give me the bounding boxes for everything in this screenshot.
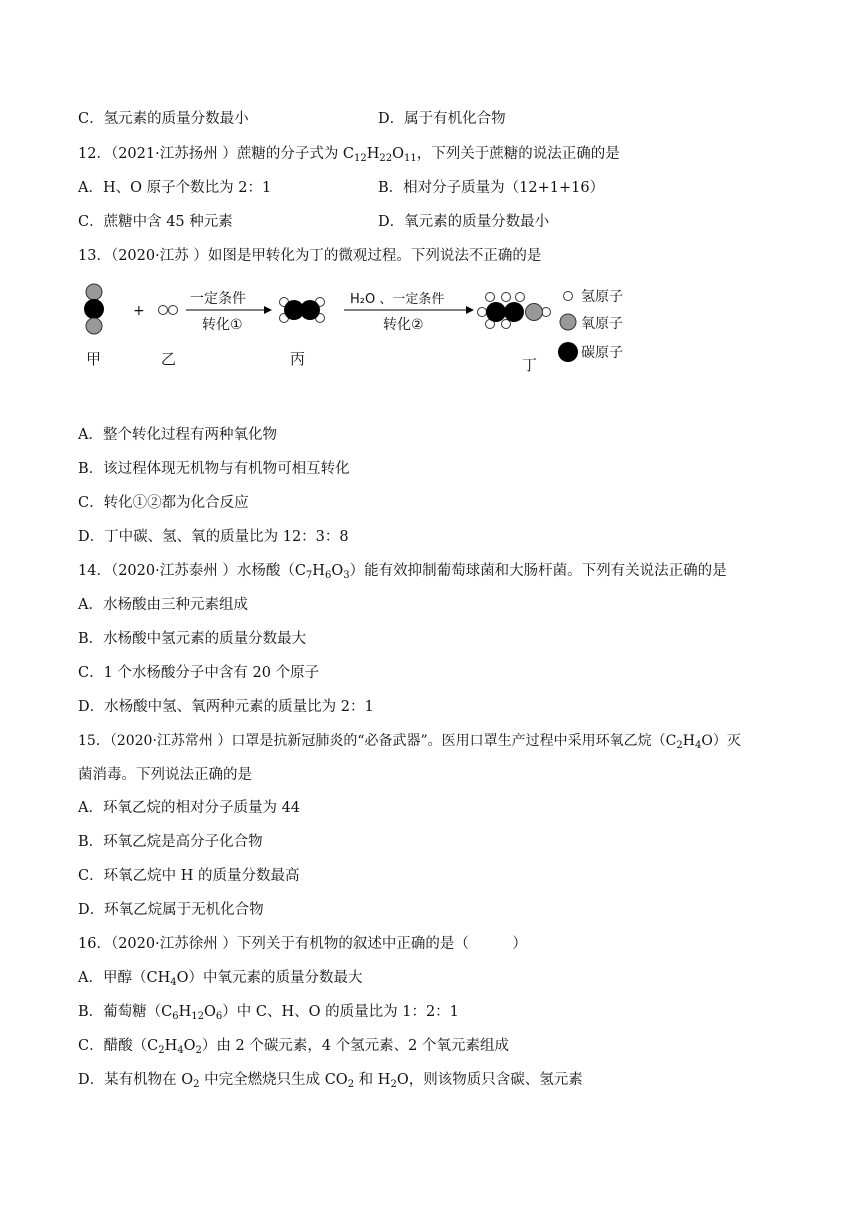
q13-option-a: A．整个转化过程有两种氧化物 — [78, 427, 277, 443]
legend-hydrogen: 氢原子 — [581, 289, 623, 305]
q12-option-c: C．蔗糖中含 45 种元素 — [78, 214, 233, 230]
q15-option-d: D．环氧乙烷属于无机化合物 — [78, 902, 264, 918]
molecule-ding-icon — [478, 293, 551, 329]
q14-stem: 14．（2020·江苏泰州 ）水杨酸$(C_7H_6O_3)$能有效抑制葡萄球菌和大肠杆菌。下列有关说法正确的是 — [78, 563, 727, 581]
q12-stem: 12．（2021·江苏扬州 ）蔗糖的分子式为 $C_{12}H_{22}O_{11}$，下列关于蔗糖的说法正确的是 — [78, 146, 620, 164]
q16-option-a: A．甲醇$(CH_4O)$中氧元素的质量分数最大 — [78, 970, 363, 988]
arrow2-head-icon — [466, 306, 474, 314]
q14-option-a: A．水杨酸由三种元素组成 — [78, 597, 248, 613]
q16-option-b: B．葡萄糖$(C_6H_{12}O_6)$中 C、H、O 的质量比为 1：2：1 — [78, 1004, 459, 1022]
q11-option-c: C．氢元素的质量分数最小 — [78, 111, 249, 127]
q13-option-b: B．该过程体现无机物与有机物可相互转化 — [78, 461, 350, 477]
q11-option-d: D．属于有机化合物 — [378, 111, 506, 127]
molecule-bing-icon — [280, 298, 325, 323]
arrow2-label: 转化② — [383, 317, 424, 333]
q14-option-b: B．水杨酸中氢元素的质量分数最大 — [78, 631, 307, 647]
arrow2-condition: H₂O 、一定条件 — [350, 292, 445, 307]
q15-option-c: C．环氧乙烷中 H 的质量分数最高 — [78, 868, 300, 884]
legend-oxygen: 氧原子 — [581, 316, 623, 332]
arrow1-head-icon — [264, 306, 272, 314]
legend-carbon: 碳原子 — [581, 345, 623, 361]
oxygen-atom-icon — [560, 314, 576, 330]
label-yi: 乙 — [161, 350, 177, 368]
q13-reaction-diagram — [78, 282, 648, 382]
hydrogen-atom-icon — [564, 292, 573, 301]
q13-option-d: D．丁中碳、氢、氧的质量比为 12：3：8 — [78, 529, 349, 545]
label-ding: 丁 — [522, 356, 538, 374]
q15-stem: 15．（2020·江苏常州 ）口罩是抗新冠肺炎的“必备武器”。医用口罩生产过程中采用环氧乙烷$(C_2H_4O)$灭 — [78, 733, 741, 751]
q14-option-c: C．1 个水杨酸分子中含有 20 个原子 — [78, 665, 320, 681]
q12-option-d: D．氧元素的质量分数最小 — [378, 214, 550, 230]
q15-option-b: B．环氧乙烷是高分子化合物 — [78, 834, 263, 850]
q16-stem: 16．（2020·江苏徐州 ）下列关于有机物的叙述中正确的是（ ） — [78, 936, 527, 952]
q16-option-d: D．某有机物在 $O_2$ 中完全燃烧只生成 $CO_2$ 和 $H_2O$，则该物质只含碳、氢元素 — [78, 1072, 583, 1090]
q14-option-d: D．水杨酸中氢、氧两种元素的质量比为 2：1 — [78, 699, 374, 715]
label-jia: 甲 — [86, 350, 102, 368]
plus-sign: + — [133, 303, 145, 319]
q13-stem: 13．（2020·江苏 ）如图是甲转化为丁的微观过程。下列说法不正确的是 — [78, 248, 542, 264]
arrow1-label: 转化① — [202, 317, 243, 333]
legend — [558, 289, 623, 362]
carbon-atom-icon — [558, 342, 578, 362]
label-bing: 丙 — [290, 350, 306, 368]
q15-option-a: A．环氧乙烷的相对分子质量为 44 — [78, 800, 301, 816]
q16-option-c: C．醋酸$(C_2H_4O_2)$由 2 个碳元素，4 个氢元素、2 个氧元素组成 — [78, 1038, 509, 1056]
molecule-jia-icon — [84, 284, 104, 334]
q12-option-a: A．H、O 原子个数比为 2：1 — [78, 180, 272, 196]
q15-stem-line2: 菌消毒。下列说法正确的是 — [78, 767, 252, 783]
arrow1-condition: 一定条件 — [190, 291, 246, 307]
q12-option-b: B．相对分子质量为（12+1+16） — [378, 180, 605, 196]
molecule-yi-icon — [159, 306, 178, 315]
q13-option-c: C．转化①②都为化合反应 — [78, 495, 249, 511]
